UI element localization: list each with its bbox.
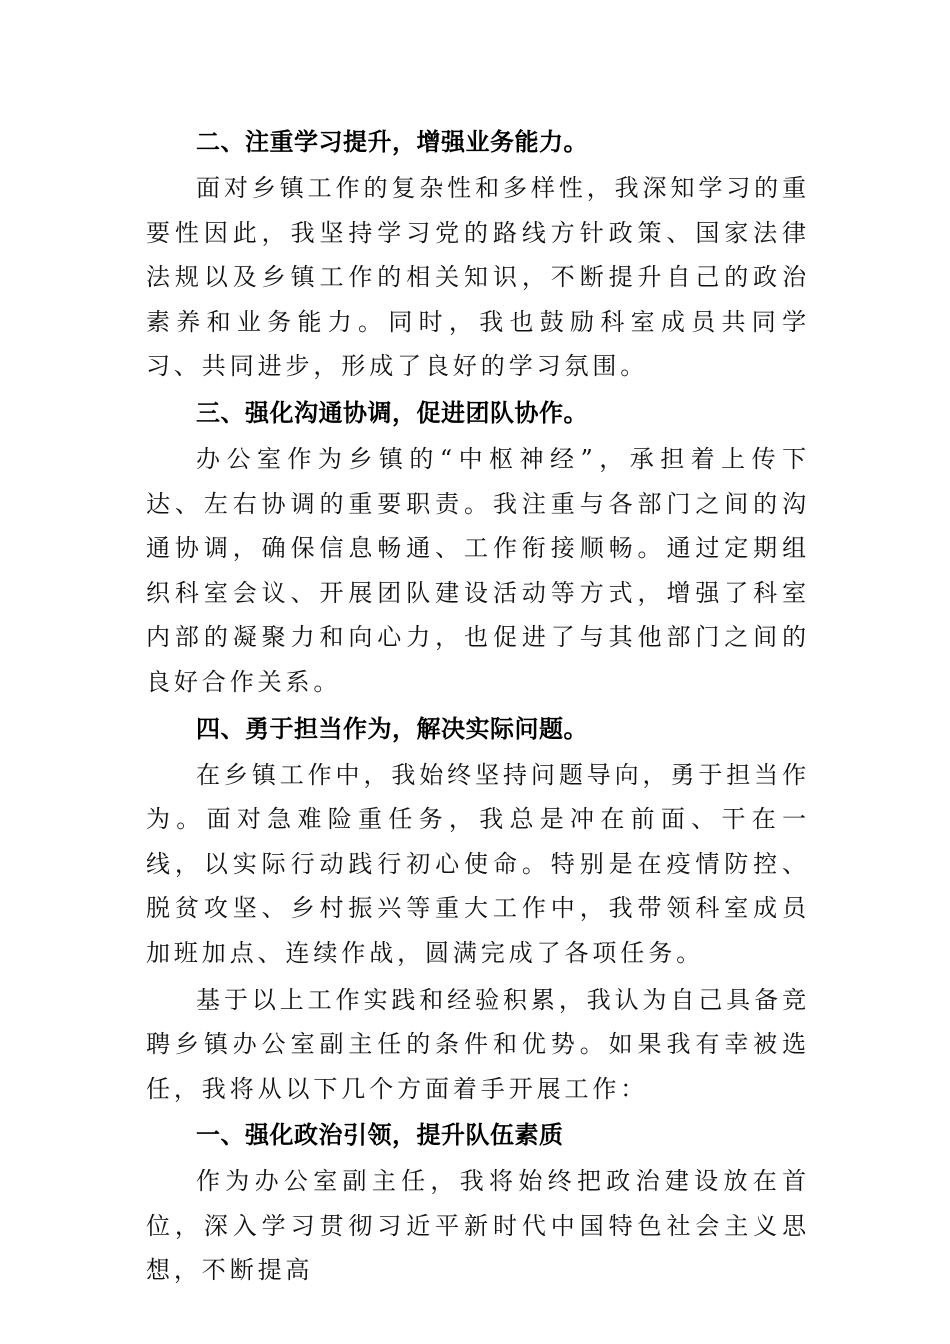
section-paragraph: 办公室作为乡镇的“中枢神经”，承担着上传下达、左右协调的重要职责。我注重与各部门之间的沟通协调，确保信息畅通、工作衔接顺畅。通过定期组织科室会议、开展团队建设活动等方式，增强了科室内部的凝聚力和向心力，也促进了与其他部门之间的良好合作关系。: [146, 444, 810, 696]
section-heading: 四、勇于担当作为，解决实际问题。: [196, 714, 588, 743]
section-paragraph: 面对乡镇工作的复杂性和多样性，我深知学习的重要性因此，我坚持学习党的路线方针政策、国家法律法规以及乡镇工作的相关知识，不断提升自己的政治素养和业务能力。同时，我也鼓励科室成员共同学习、共同进步，形成了良好的学习氛围。: [146, 174, 810, 381]
section-heading: 三、强化沟通协调，促进团队协作。: [196, 398, 588, 427]
section-communication: [146, 391, 810, 705]
section-responsibility: [146, 707, 810, 976]
section-plan-political: [146, 1113, 810, 1293]
transition-paragraph: 基于以上工作实践和经验积累，我认为自己具备竞聘乡镇办公室副主任的条件和优势。如果我有幸被选任，我将从以下几个方面着手开展工作：: [146, 985, 810, 1103]
section-paragraph: 在乡镇工作中，我始终坚持问题导向，勇于担当作为。面对急难险重任务，我总是冲在前面、干在一线，以实际行动践行初心使命。特别是在疫情防控、脱贫攻坚、乡村振兴等重大工作中，我带领科室成员加班加点、连续作战，圆满完成了各项任务。: [146, 760, 810, 967]
section-paragraph: 作为办公室副主任，我将始终把政治建设放在首位，深入学习贯彻习近平新时代中国特色社会主义思想，不断提高: [146, 1167, 810, 1285]
document-page: [146, 120, 810, 1295]
section-study: [146, 120, 810, 389]
section-heading: 一、强化政治引领，提升队伍素质: [196, 1121, 564, 1150]
section-heading: 二、注重学习提升，增强业务能力。: [196, 128, 588, 156]
